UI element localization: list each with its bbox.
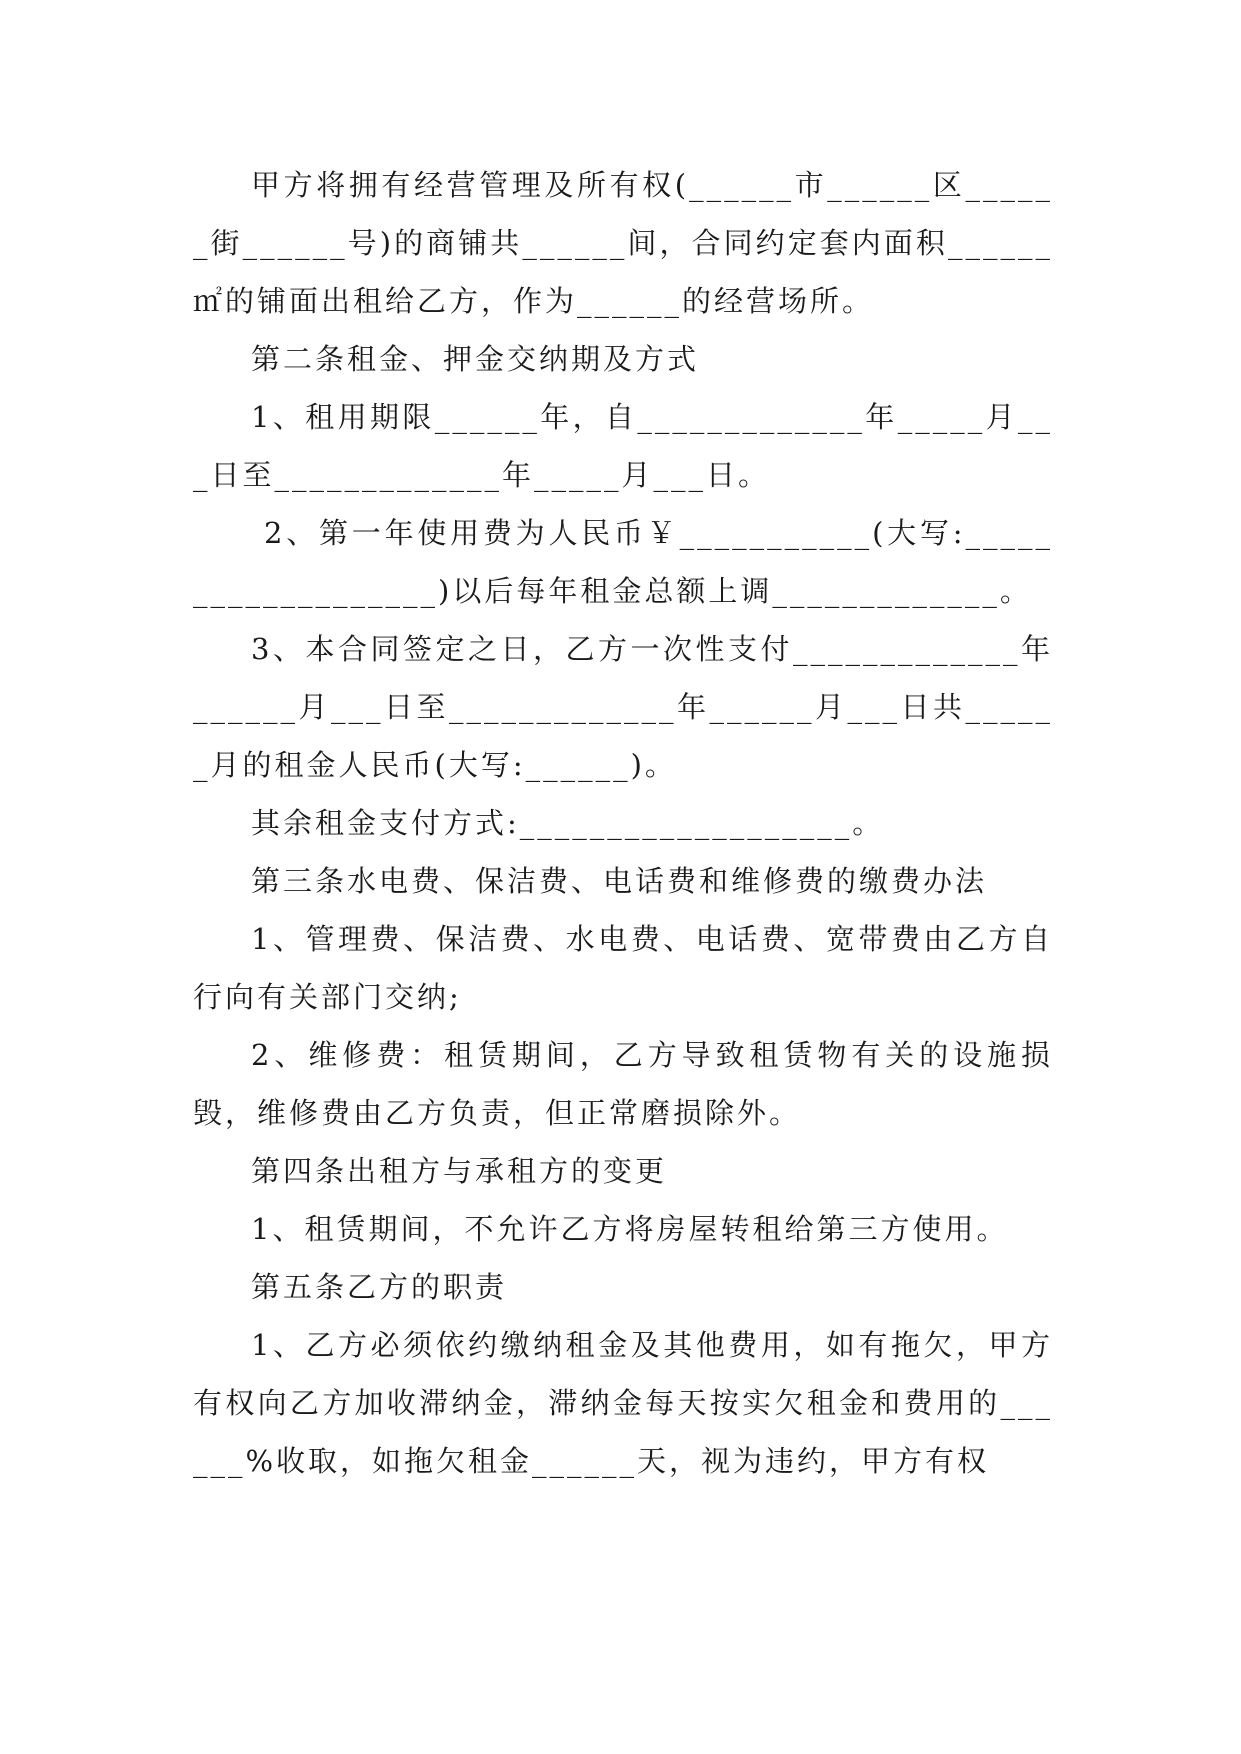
paragraph-no-sublet: 1、租赁期间，不允许乙方将房屋转租给第三方使用。 — [251, 1212, 1009, 1246]
heading-article-4: 第四条出租方与承租方的变更 — [251, 1154, 668, 1188]
paragraph-utility-fees: 1、管理费、保洁费、水电费、电话费、宽带费由乙方自行向有关部门交纳; — [193, 922, 1053, 1014]
paragraph-one-time-payment: 3、本合同签定之日，乙方一次性支付_____________年______月___日至_____________年______月___日共______月的租金人民币(大写:______)。 — [193, 632, 1053, 782]
paragraph-first-year-fee: 2、第一年使用费为人民币￥___________(大写:___________________)以后每年租金总额上调_____________。 — [193, 516, 1053, 608]
paragraph-repair-fees: 2、维修费：租赁期间，乙方导致租赁物有关的设施损毁，维修费由乙方负责，但正常磨损除外。 — [193, 1038, 1053, 1130]
heading-article-2: 第二条租金、押金交纳期及方式 — [251, 342, 700, 376]
paragraph-late-fee: 1、乙方必须依约缴纳租金及其他费用，如有拖欠，甲方有权向乙方加收滞纳金，滞纳金每天按实欠租金和费用的______%收取，如拖欠租金______天，视为违约，甲方有权 — [193, 1328, 1053, 1478]
paragraph-lease-term: 1、租用期限______年，自_____________年_____月___日至_____________年_____月___日。 — [193, 400, 1053, 492]
paragraph-premises: 甲方将拥有经营管理及所有权(______市______区______街______号)的商铺共______间，合同约定套内面积______㎡的铺面出租给乙方，作为______的经营场所。 — [193, 168, 1053, 318]
contract-body — [193, 156, 1053, 1490]
heading-article-5: 第五条乙方的职责 — [251, 1270, 508, 1304]
paragraph-remaining-payment: 其余租金支付方式:___________________。 — [251, 806, 885, 840]
heading-article-3: 第三条水电费、保洁费、电话费和维修费的缴费办法 — [251, 864, 988, 898]
